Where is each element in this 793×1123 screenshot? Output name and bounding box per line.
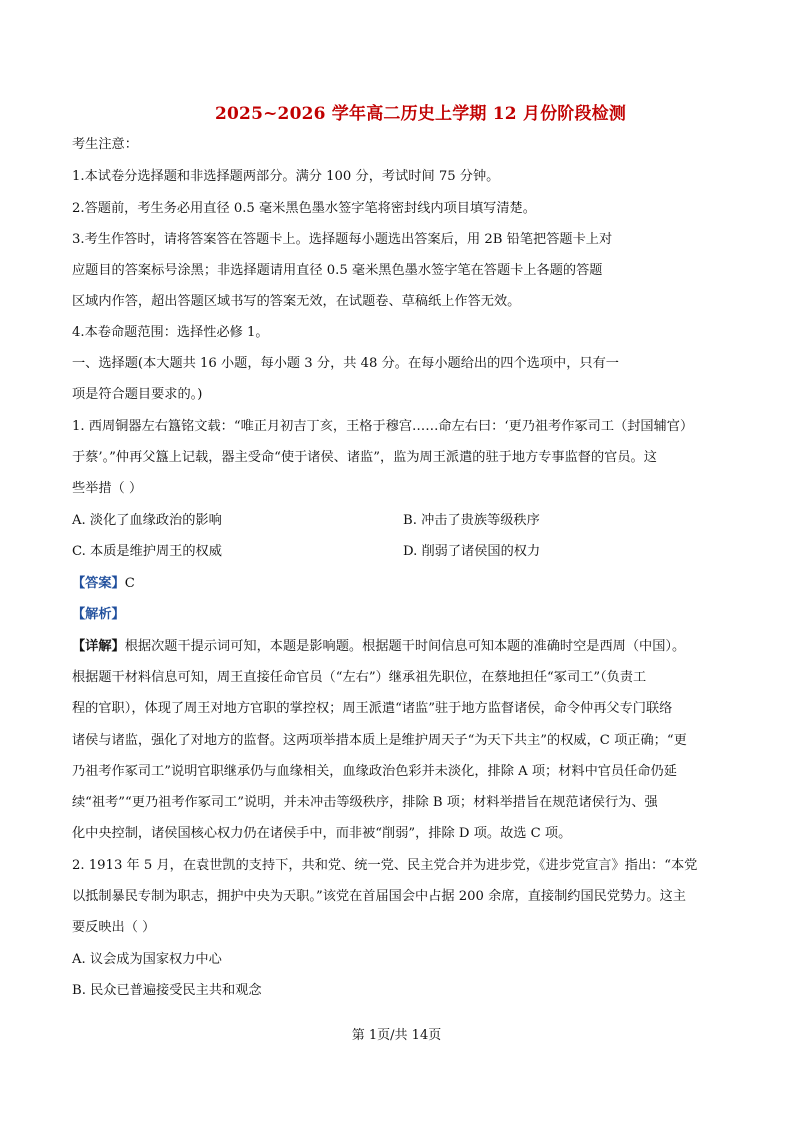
detail-tag: 【详解】 bbox=[72, 639, 125, 654]
question-2-option-a: A. 议会成为国家权力中心 bbox=[72, 952, 222, 967]
question-1-stem: 些举措（ ） bbox=[72, 481, 143, 496]
section-heading: 项是符合题目要求的。) bbox=[72, 387, 203, 402]
question-1-detail bbox=[72, 638, 685, 656]
question-2-option-b: B. 民众已普遍接受民主共和观念 bbox=[72, 983, 262, 998]
question-2-stem: 要反映出（ ） bbox=[72, 920, 156, 935]
notice-line: 1.本试卷分选择题和非选择题两部分。满分 100 分，考试时间 75 分钟。 bbox=[72, 169, 500, 184]
page-title: 2025~2026 学年高二历史上学期 12 月份阶段检测 bbox=[215, 104, 627, 124]
notice-line: 应题目的答案标号涂黑；非选择题请用直径 0.5 毫米黑色墨水签字笔在答题卡上各题的答题 bbox=[72, 263, 603, 278]
page-footer: 第 1页/共 14页 bbox=[351, 1028, 442, 1043]
detail-text: 根据次题干提示词可知，本题是影响题。根据题干时间信息可知本题的准确时空是西周（中国）。 bbox=[124, 639, 686, 654]
notice-line: 4.本卷命题范围：选择性必修 1。 bbox=[72, 325, 269, 340]
question-1-option-c: C. 本质是维护周王的权威 bbox=[72, 544, 222, 559]
question-1-detail: 诸侯与诸监，强化了对地方的监督。这两项举措本质上是维护周天子“为天下共主”的权威，C 项正确；“更 bbox=[72, 733, 687, 748]
notice-line: 2.答题前，考生务必用直径 0.5 毫米黑色墨水签字笔将密封线内项目填写清楚。 bbox=[72, 201, 536, 216]
answer-label: 【答案】 bbox=[72, 576, 125, 591]
question-1-detail: 续“祖考”“更乃祖考作冢司工”说明，并未冲击等级秩序，排除 B 项；材料举措旨在规范诸侯行为、强 bbox=[72, 795, 658, 810]
analysis-label: 【解析】 bbox=[72, 607, 125, 622]
notice-heading: 考生注意： bbox=[72, 137, 138, 152]
question-2-stem: 以抵制暴民专制为职志，拥护中央为天职。”该党在首届国会中占据 200 余席，直接制约国民党势力。这主 bbox=[72, 889, 686, 904]
question-2-stem: 2. 1913 年 5 月，在袁世凯的支持下，共和党、统一党、民主党合并为进步党，《进步党宣言》指出：“本党 bbox=[72, 858, 698, 873]
question-1-option-a: A. 淡化了血缘政治的影响 bbox=[72, 513, 222, 528]
question-1-detail: 程的官职），体现了周王对地方官职的掌控权；周王派遣“诸监”驻于地方监督诸侯，命令仲再父专门联络 bbox=[72, 701, 673, 716]
notice-line: 3.考生作答时，请将答案答在答题卡上。选择题每小题选出答案后，用 2B 铅笔把答题卡上对 bbox=[72, 232, 613, 247]
answer-value: C bbox=[124, 576, 135, 591]
question-1-option-d: D. 削弱了诸侯国的权力 bbox=[403, 544, 541, 559]
notice-line: 区域内作答，超出答题区域书写的答案无效，在试题卷、草稿纸上作答无效。 bbox=[72, 294, 521, 309]
question-1-option-b: B. 冲击了贵族等级秩序 bbox=[403, 513, 540, 528]
question-1-detail: 根据题干材料信息可知，周王直接任命官员（“左右”）继承祖先职位，在蔡地担任“冢司工”（负责工 bbox=[72, 670, 647, 685]
question-1-stem: 1. 西周铜器左右簋铭文载：“唯正月初吉丁亥，王格于穆宫……命左右曰：‘更乃祖考作冢司工（封国辅官） bbox=[72, 419, 694, 434]
question-1-detail: 化中央控制，诸侯国核心权力仍在诸侯手中，而非被“削弱”，排除 D 项。故选 C 项。 bbox=[72, 826, 572, 841]
question-1-detail: 乃祖考作冢司工”说明官职继承仍与血缘相关，血缘政治色彩并未淡化，排除 A 项；材料中官员任命仍延 bbox=[72, 764, 677, 779]
question-1-stem: 于蔡’。”仲再父簋上记载，器主受命“使于诸侯、诸监”，监为周王派遣的驻于地方专事监督的官员。这 bbox=[72, 450, 657, 465]
section-heading: 一、选择题(本大题共 16 小题，每小题 3 分，共 48 分。在每小题给出的四个选项中，只有一 bbox=[72, 356, 619, 371]
question-1-answer bbox=[72, 575, 135, 593]
